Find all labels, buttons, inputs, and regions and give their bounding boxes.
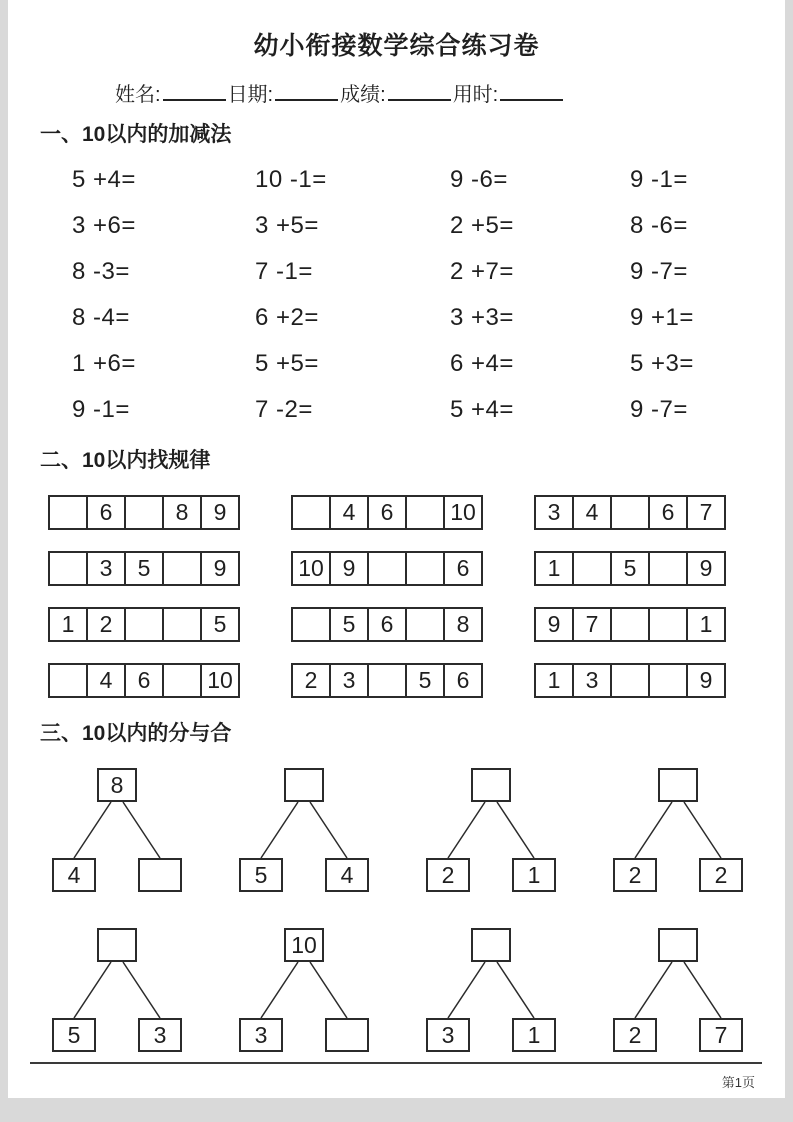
arith-problem: 3 +3= — [450, 304, 514, 331]
number-bond-row — [8, 928, 785, 1052]
pattern-cell: 9 — [686, 551, 726, 586]
bond-top-box-empty[interactable] — [284, 768, 324, 802]
bond-left-box: 5 — [52, 1018, 96, 1052]
pattern-cell: 9 — [200, 551, 240, 586]
pattern-strip — [48, 607, 240, 642]
bond-top-box-empty[interactable] — [97, 928, 137, 962]
pattern-cell: 3 — [572, 663, 612, 698]
arith-problem: 9 -6= — [450, 166, 508, 193]
pattern-cell-empty[interactable] — [648, 551, 688, 586]
pattern-cell: 9 — [200, 495, 240, 530]
arith-problem: 3 +5= — [255, 212, 319, 239]
pattern-cell-empty[interactable] — [610, 663, 650, 698]
number-bond — [613, 928, 743, 1052]
pattern-cell-empty[interactable] — [405, 607, 445, 642]
page-number: 第1页 — [721, 1075, 755, 1090]
pattern-cell-empty[interactable] — [610, 495, 650, 530]
pattern-cell: 1 — [48, 607, 88, 642]
arith-row — [8, 157, 785, 203]
pattern-strip — [534, 495, 726, 530]
arith-row — [8, 295, 785, 341]
pattern-cell: 4 — [329, 495, 369, 530]
date-blank-field[interactable] — [275, 83, 338, 101]
pattern-cell: 6 — [443, 551, 483, 586]
pattern-cell-empty[interactable] — [162, 607, 202, 642]
pattern-cell: 10 — [291, 551, 331, 586]
page-title: 幼小衔接数学综合练习卷 — [253, 32, 540, 60]
pattern-cell: 1 — [534, 551, 574, 586]
bond-top-box-empty[interactable] — [471, 928, 511, 962]
pattern-cell: 3 — [86, 551, 126, 586]
pattern-strip — [291, 551, 483, 586]
pattern-cell: 6 — [648, 495, 688, 530]
bond-left-box: 3 — [426, 1018, 470, 1052]
section-1-heading: 一、10以内的加减法 — [40, 123, 232, 146]
bond-left-box: 3 — [239, 1018, 283, 1052]
pattern-cell: 4 — [572, 495, 612, 530]
pattern-strip — [291, 607, 483, 642]
number-bond-row — [8, 768, 785, 892]
number-bond — [239, 928, 369, 1052]
pattern-cell: 2 — [291, 663, 331, 698]
bond-right-box: 7 — [699, 1018, 743, 1052]
bond-right-box: 1 — [512, 858, 556, 892]
name-blank-field[interactable] — [163, 83, 226, 101]
arith-problem: 9 -1= — [630, 166, 688, 193]
bond-left-box: 4 — [52, 858, 96, 892]
arith-problem: 10 -1= — [255, 166, 327, 193]
pattern-cell-empty[interactable] — [48, 551, 88, 586]
arith-row — [8, 249, 785, 295]
worksheet-page — [8, 0, 785, 1098]
bond-right-box-empty[interactable] — [138, 858, 182, 892]
pattern-strip — [291, 663, 483, 698]
footer-divider — [30, 1062, 762, 1064]
pattern-cell: 6 — [367, 607, 407, 642]
section-2-heading: 二、10以内找规律 — [40, 449, 211, 472]
pattern-strip — [534, 663, 726, 698]
pattern-cell: 8 — [443, 607, 483, 642]
pattern-cell-empty[interactable] — [648, 607, 688, 642]
number-bond — [613, 768, 743, 892]
pattern-cell: 6 — [124, 663, 164, 698]
pattern-cell-empty[interactable] — [48, 663, 88, 698]
pattern-cell-empty[interactable] — [610, 607, 650, 642]
arith-problem: 2 +7= — [450, 258, 514, 285]
pattern-cell: 10 — [200, 663, 240, 698]
bond-top-box-empty[interactable] — [658, 928, 698, 962]
pattern-cell: 10 — [443, 495, 483, 530]
bond-top-box-empty[interactable] — [471, 768, 511, 802]
pattern-cell: 6 — [367, 495, 407, 530]
pattern-cell: 1 — [534, 663, 574, 698]
arith-problem: 5 +4= — [72, 166, 136, 193]
bond-right-box: 3 — [138, 1018, 182, 1052]
pattern-cell-empty[interactable] — [367, 663, 407, 698]
arith-problem: 9 -7= — [630, 258, 688, 285]
arith-row — [8, 203, 785, 249]
pattern-cell: 5 — [610, 551, 650, 586]
pattern-cell-empty[interactable] — [367, 551, 407, 586]
pattern-cell: 5 — [200, 607, 240, 642]
pattern-strip — [48, 663, 240, 698]
pattern-cell: 5 — [124, 551, 164, 586]
number-bond — [52, 928, 182, 1052]
pattern-cell: 7 — [686, 495, 726, 530]
pattern-cell-empty[interactable] — [291, 607, 331, 642]
arith-problem: 9 +1= — [630, 304, 694, 331]
pattern-cell: 4 — [86, 663, 126, 698]
bond-left-box: 5 — [239, 858, 283, 892]
pattern-strip — [48, 495, 240, 530]
bond-right-box-empty[interactable] — [325, 1018, 369, 1052]
arith-problem: 2 +5= — [450, 212, 514, 239]
pattern-strip — [534, 551, 726, 586]
pattern-cell-empty[interactable] — [162, 663, 202, 698]
pattern-cell-empty[interactable] — [648, 663, 688, 698]
time-used-label: 用时: — [452, 84, 499, 106]
pattern-cell: 1 — [686, 607, 726, 642]
pattern-row — [8, 607, 785, 642]
arith-problem: 5 +4= — [450, 396, 514, 423]
pattern-strips — [8, 495, 785, 698]
pattern-cell: 3 — [534, 495, 574, 530]
arith-problem: 9 -7= — [630, 396, 688, 423]
arith-problem: 6 +2= — [255, 304, 319, 331]
arith-problem: 7 -1= — [255, 258, 313, 285]
pattern-cell-empty[interactable] — [124, 607, 164, 642]
pattern-row — [8, 551, 785, 586]
pattern-cell-empty[interactable] — [124, 495, 164, 530]
pattern-cell-empty[interactable] — [572, 551, 612, 586]
bond-left-box: 2 — [613, 1018, 657, 1052]
pattern-cell: 6 — [86, 495, 126, 530]
pattern-cell: 7 — [572, 607, 612, 642]
pattern-cell: 5 — [329, 607, 369, 642]
score-label: 成绩: — [340, 84, 386, 106]
name-label: 姓名: — [115, 84, 161, 106]
score-blank-field[interactable] — [388, 83, 451, 101]
pattern-cell: 3 — [329, 663, 369, 698]
arith-problem: 5 +5= — [255, 350, 319, 377]
pattern-row — [8, 495, 785, 530]
arith-problem: 8 -4= — [72, 304, 130, 331]
date-label: 日期: — [227, 84, 274, 106]
bond-top-box-empty[interactable] — [658, 768, 698, 802]
pattern-cell: 5 — [405, 663, 445, 698]
bond-right-box: 1 — [512, 1018, 556, 1052]
number-bond — [426, 768, 556, 892]
arith-problem: 1 +6= — [72, 350, 136, 377]
time-used-blank-field[interactable] — [500, 83, 563, 101]
pattern-strip — [534, 607, 726, 642]
pattern-cell-empty[interactable] — [291, 495, 331, 530]
pattern-cell: 9 — [534, 607, 574, 642]
pattern-cell: 6 — [443, 663, 483, 698]
section-3-heading: 三、10以内的分与合 — [40, 722, 232, 745]
number-bond — [52, 768, 182, 892]
arith-problem: 9 -1= — [72, 396, 130, 423]
student-info-line — [115, 78, 785, 107]
bond-left-box: 2 — [613, 858, 657, 892]
arith-problem: 5 +3= — [630, 350, 694, 377]
pattern-cell-empty[interactable] — [162, 551, 202, 586]
arith-problem: 7 -2= — [255, 396, 313, 423]
arith-problem: 8 -3= — [72, 258, 130, 285]
arith-problem: 3 +6= — [72, 212, 136, 239]
bond-top-box: 8 — [97, 768, 137, 802]
bond-top-box: 10 — [284, 928, 324, 962]
pattern-cell-empty[interactable] — [405, 495, 445, 530]
pattern-cell: 9 — [329, 551, 369, 586]
arith-problem: 8 -6= — [630, 212, 688, 239]
pattern-row — [8, 663, 785, 698]
pattern-cell-empty[interactable] — [405, 551, 445, 586]
bond-left-box: 2 — [426, 858, 470, 892]
number-bond — [426, 928, 556, 1052]
bond-right-box: 2 — [699, 858, 743, 892]
pattern-strip — [48, 551, 240, 586]
pattern-strip — [291, 495, 483, 530]
pattern-cell: 2 — [86, 607, 126, 642]
pattern-cell-empty[interactable] — [48, 495, 88, 530]
pattern-cell: 9 — [686, 663, 726, 698]
arith-problem: 6 +4= — [450, 350, 514, 377]
number-bond — [239, 768, 369, 892]
bond-right-box: 4 — [325, 858, 369, 892]
pattern-cell: 8 — [162, 495, 202, 530]
arith-row — [8, 387, 785, 433]
arith-row — [8, 341, 785, 387]
arithmetic-problem-grid — [8, 157, 785, 433]
